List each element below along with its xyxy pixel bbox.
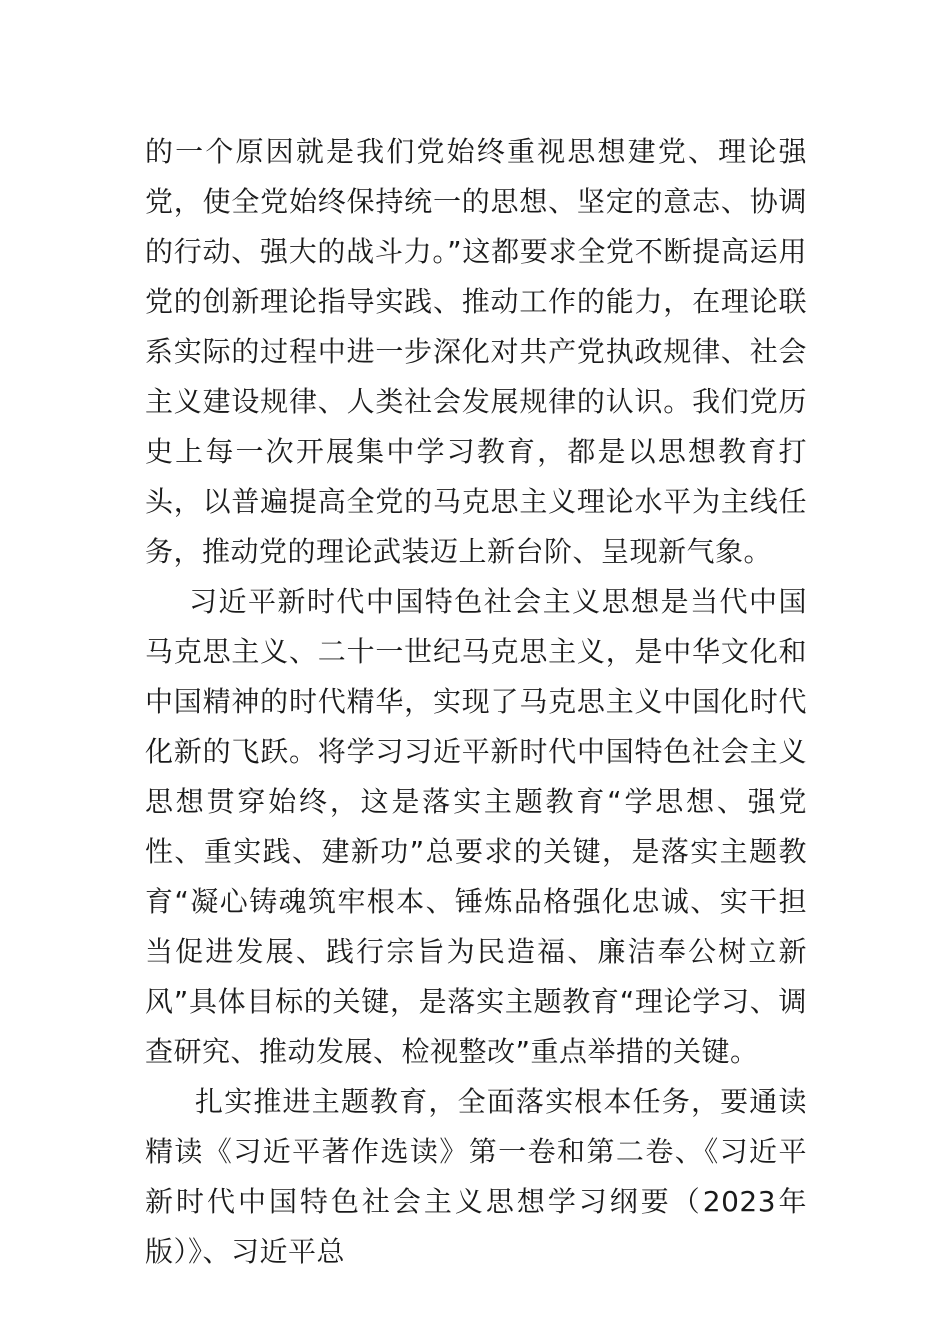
paragraph-theme-education: 扎实推进主题教育，全面落实根本任务，要通读精读《习近平著作选读》第一卷和第二卷、《习近平新时代中国特色社会主义思想学习纲要（2023年版）》、习近平总 xyxy=(145,1085,807,1268)
paragraph-continuation: 的一个原因就是我们党始终重视思想建党、理论强党，使全党始终保持统一的思想、坚定的意志、协调的行动、强大的战斗力。”这都要求全党不断提高运用党的创新理论指导实践、推动工作的能力，在理论联系实际的过程中进一步深化对共产党执政规律、社会主义建设规律、人类社会发展规律的认识。我们党历史上每一次开展集中学习教育，都是以思想教育打头，以普遍提高全党的马克思主义理论水平为主线任务，推动党的理论武装迈上新台阶、呈现新气象。 xyxy=(145,135,807,568)
paragraph-xi-thought: 习近平新时代中国特色社会主义思想是当代中国马克思主义、二十一世纪马克思主义，是中华文化和中国精神的时代精华，实现了马克思主义中国化时代化新的飞跃。将学习习近平新时代中国特色社会主义思想贯穿始终，这是落实主题教育“学思想、强党性、重实践、建新功”总要求的关键，是落实主题教育“凝心铸魂筑牢根本、锤炼品格强化忠诚、实干担当促进发展、践行宗旨为民造福、廉洁奉公树立新风”具体目标的关键，是落实主题教育“理论学习、调查研究、推动发展、检视整改”重点举措的关键。 xyxy=(145,585,807,1068)
document-body xyxy=(145,127,807,1277)
